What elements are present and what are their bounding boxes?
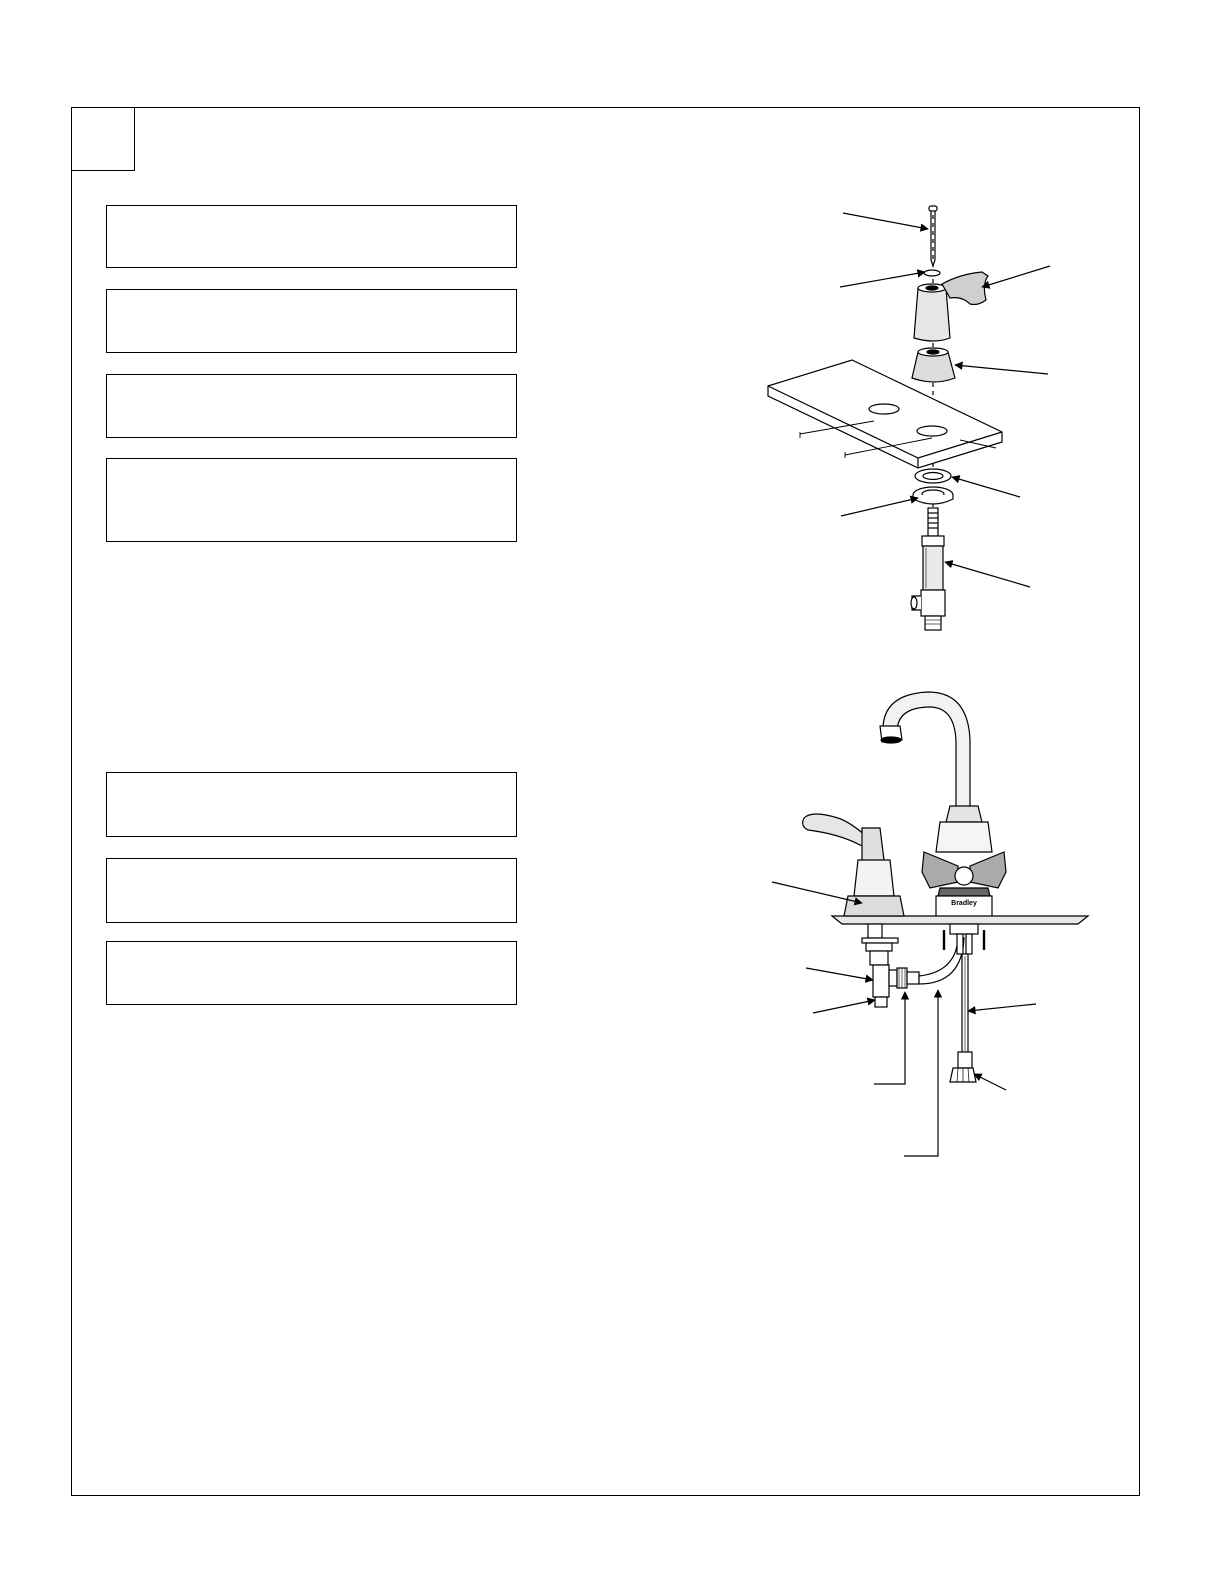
valve-body-icon — [862, 924, 919, 1007]
handle-icon — [914, 272, 988, 341]
valve-icon — [911, 508, 945, 630]
callout-leader-tube — [904, 990, 938, 1156]
callout-arrow-hose — [968, 1004, 1036, 1011]
callout-arrow-valve-outlet — [813, 1000, 875, 1013]
countertop-slab — [768, 360, 1002, 468]
spout-icon — [880, 692, 970, 808]
locknut-icon — [913, 487, 953, 504]
cap-washer-icon — [924, 270, 940, 276]
callout-arrow-valve — [945, 562, 1030, 587]
callout-arrow-washer — [952, 477, 1020, 497]
brand-mark: Bradley — [951, 900, 977, 907]
callout-arrow-valve-body — [806, 968, 873, 980]
callout-arrow-cap — [840, 272, 925, 287]
callout-arrow-escutcheon — [955, 365, 1048, 374]
callout-arrow-locknut — [841, 498, 918, 516]
escutcheon-icon — [912, 348, 955, 382]
callout-arrow-handle-base — [772, 882, 862, 903]
assembly-view — [772, 692, 1088, 1156]
exploded-view — [768, 206, 1050, 630]
callout-arrow-screw — [843, 213, 928, 229]
callout-arrow-connector — [974, 1074, 1006, 1090]
deck-plate — [832, 916, 1088, 924]
hose-icon — [950, 954, 976, 1082]
washer-icon — [915, 469, 951, 483]
callout-arrow-handle — [982, 266, 1050, 287]
